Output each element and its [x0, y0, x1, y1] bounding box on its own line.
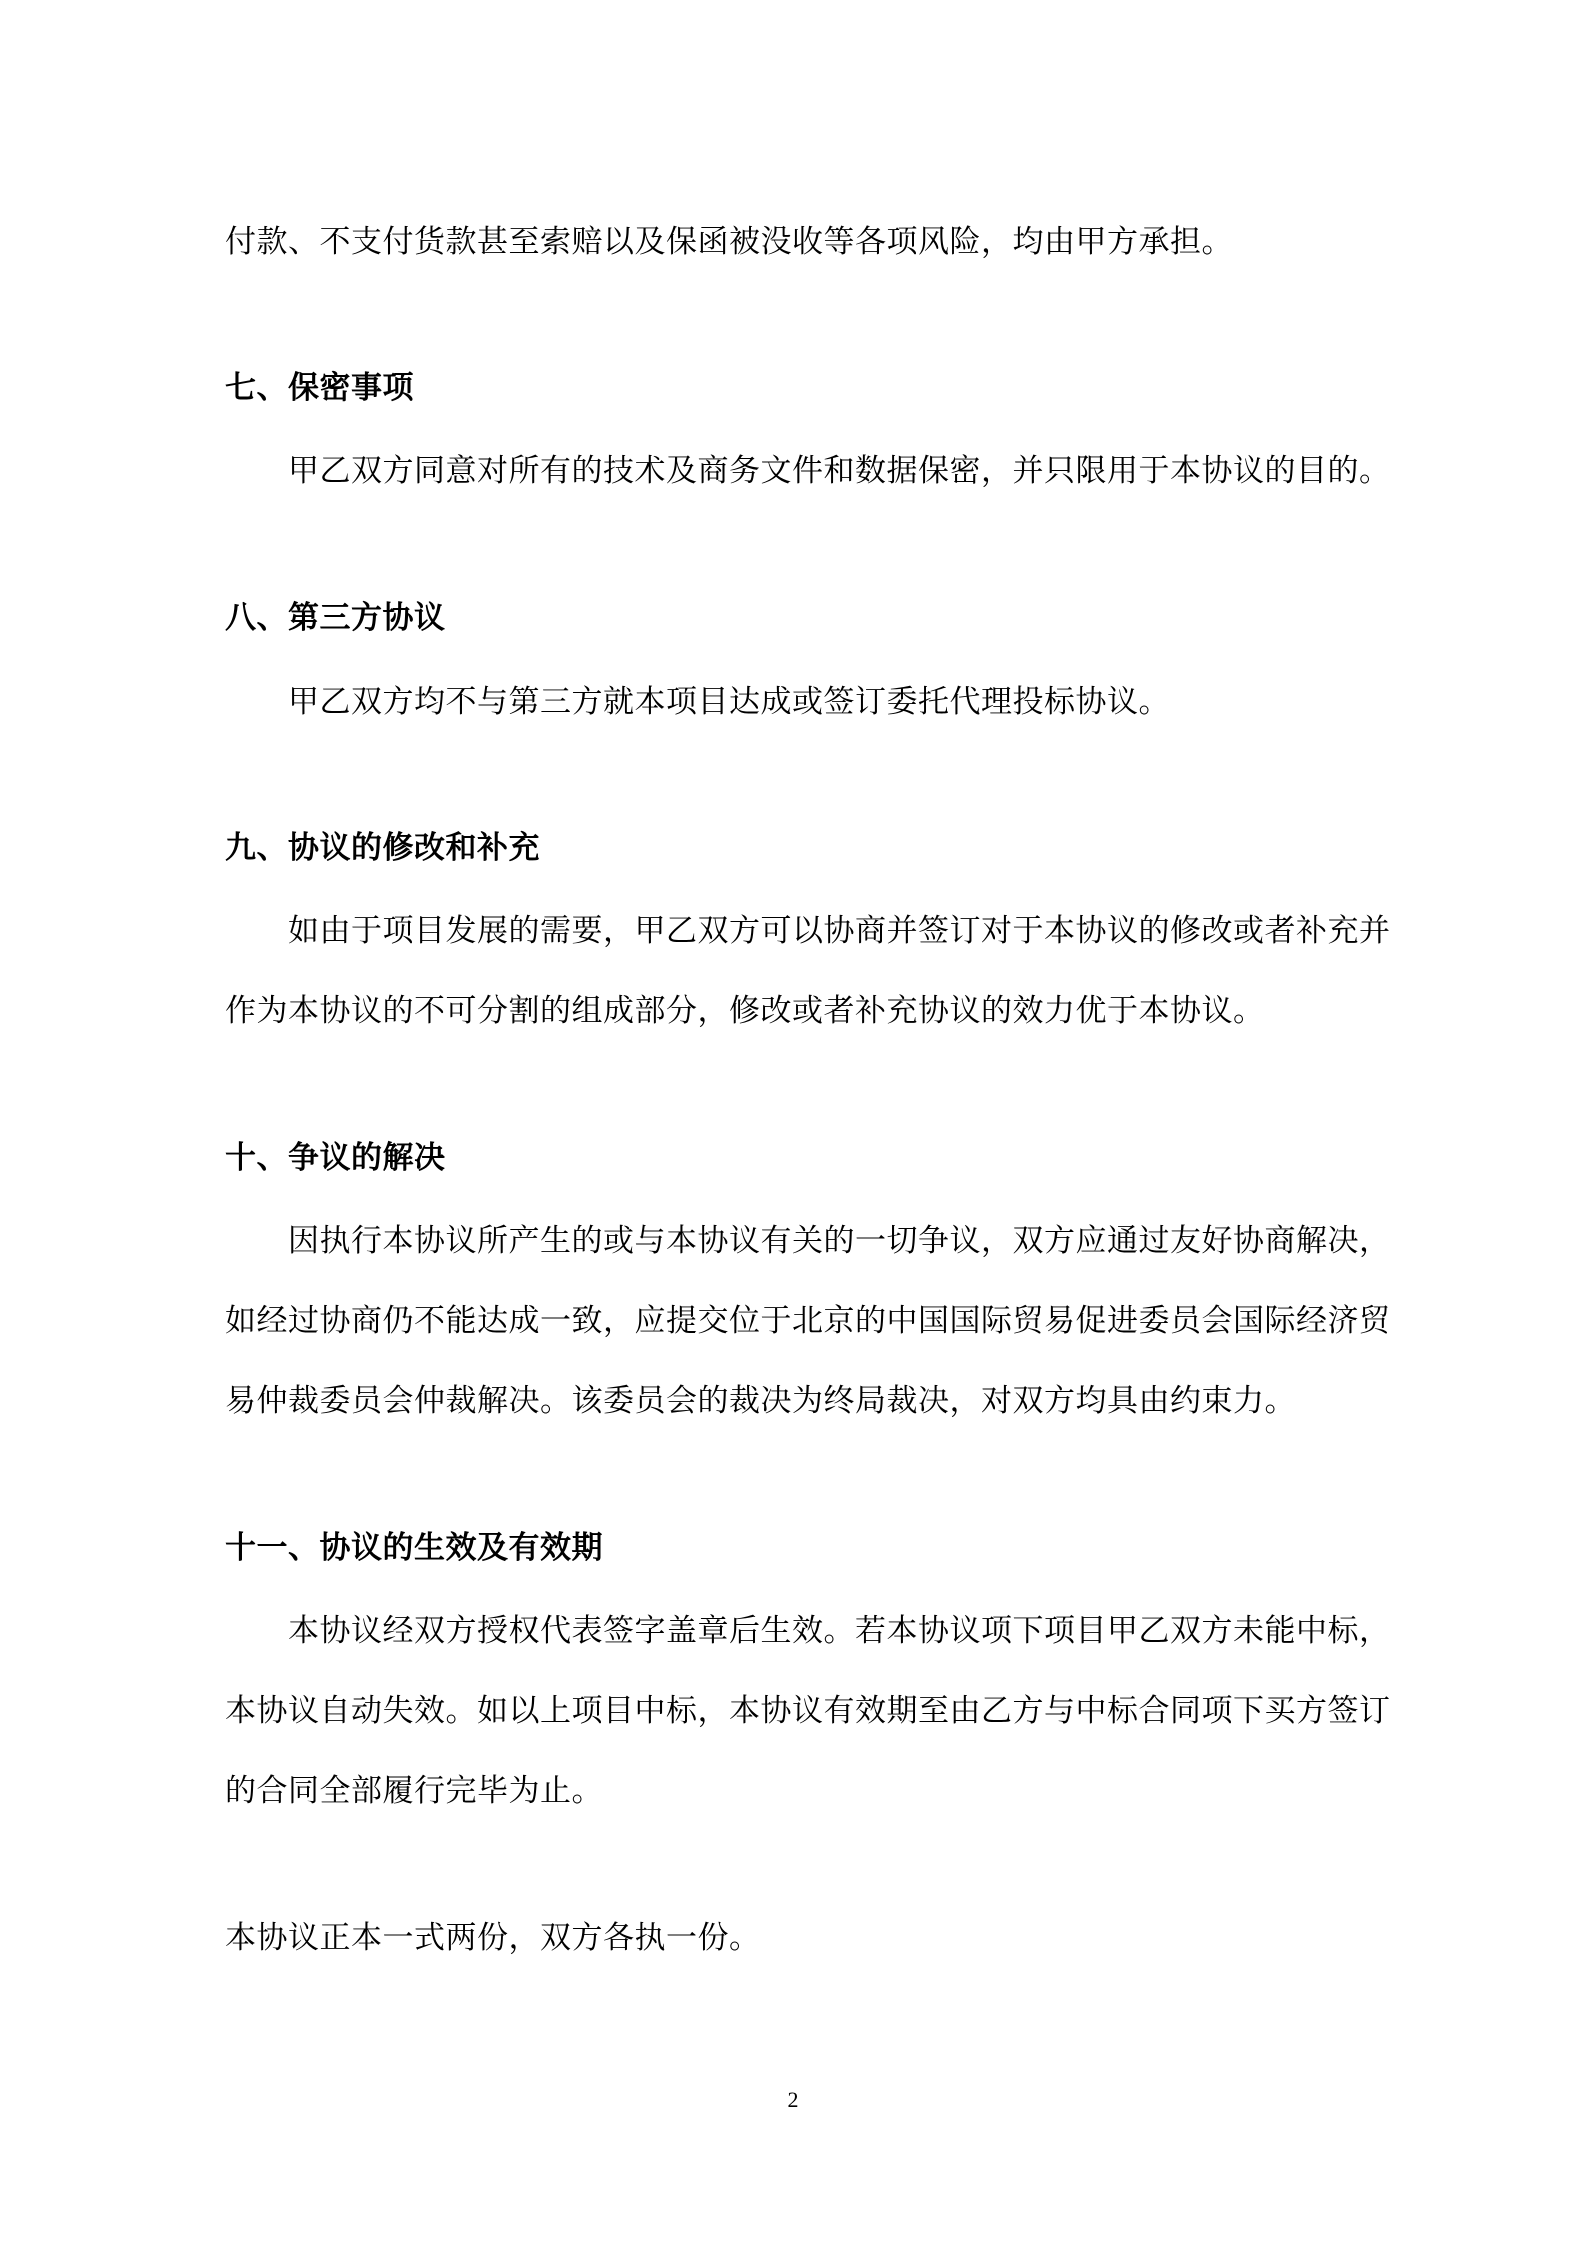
paragraph-confidentiality-line-1: 甲乙双方同意对所有的技术及商务文件和数据保密，并只限用于本协议的目的。 — [288, 453, 1391, 489]
section-heading-amendment: 九、协议的修改和补充 — [225, 830, 540, 866]
section-heading-disputes: 十、争议的解决 — [225, 1140, 446, 1176]
paragraph-disputes-line-3: 易仲裁委员会仲裁解决。该委员会的裁决为终局裁决，对双方均具由约束力。 — [225, 1383, 1296, 1419]
paragraph-validity-line-1: 本协议经双方授权代表签字盖章后生效。若本协议项下项目甲乙双方未能中标， — [288, 1613, 1391, 1649]
section-heading-confidentiality: 七、保密事项 — [225, 370, 414, 406]
paragraph-third-party-line-1: 甲乙双方均不与第三方就本项目达成或签订委托代理投标协议。 — [288, 684, 1170, 720]
section-heading-third-party: 八、第三方协议 — [225, 600, 446, 636]
paragraph-validity-line-3: 的合同全部履行完毕为止。 — [225, 1773, 603, 1809]
section-heading-validity: 十一、协议的生效及有效期 — [225, 1530, 603, 1566]
page-number: 2 — [787, 2087, 799, 2112]
paragraph-amendment-line-1: 如由于项目发展的需要，甲乙双方可以协商并签订对于本协议的修改或者补充并 — [288, 913, 1391, 949]
paragraph-disputes-line-1: 因执行本协议所产生的或与本协议有关的一切争议，双方应通过友好协商解决， — [288, 1223, 1391, 1259]
paragraph-validity-line-2: 本协议自动失效。如以上项目中标，本协议有效期至由乙方与中标合同项下买方签订 — [225, 1693, 1391, 1729]
paragraph-continuation: 付款、不支付货款甚至索赔以及保函被没收等各项风险，均由甲方承担。 — [225, 224, 1233, 260]
paragraph-disputes-line-2: 如经过协商仍不能达成一致，应提交位于北京的中国国际贸易促进委员会国际经济贸 — [225, 1303, 1391, 1339]
paragraph-amendment-line-2: 作为本协议的不可分割的组成部分，修改或者补充协议的效力优于本协议。 — [225, 993, 1265, 1029]
closing-line: 本协议正本一式两份，双方各执一份。 — [225, 1920, 761, 1956]
